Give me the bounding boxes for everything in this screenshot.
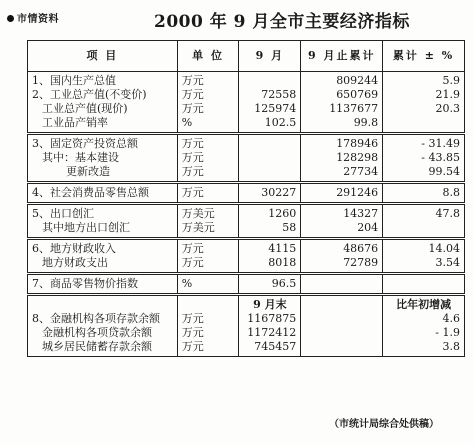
table-row (28, 256, 465, 274)
indicator-group (28, 204, 465, 239)
indicator-group (28, 134, 465, 183)
row-unit: 万元 (177, 326, 239, 340)
row-cumulative (301, 274, 383, 295)
row-unit: 万元 (177, 239, 239, 257)
row-item: 更新改造 (28, 165, 178, 183)
row-change (383, 274, 465, 295)
column-header-change: 累计 ± % (383, 41, 465, 72)
table-row (28, 274, 465, 295)
table-row (28, 88, 465, 102)
page-title: 2000 年 9 月全市主要经济指标 (154, 12, 410, 32)
row-cumulative: 650769 (301, 88, 383, 102)
row-item: 其中地方出口创汇 (28, 221, 178, 239)
row-cumulative: 48676 (301, 239, 383, 257)
row-item: 其中：基本建设 (28, 151, 178, 165)
row-month: 4115 (239, 239, 301, 257)
indicator-group (28, 183, 465, 204)
row-unit: 万元 (177, 165, 239, 183)
table-header-row (28, 41, 465, 72)
row-cumulative: 204 (301, 221, 383, 239)
row-unit: % (177, 274, 239, 295)
row-month (239, 134, 301, 152)
bullet-icon (7, 15, 14, 22)
row-cumulative (301, 340, 383, 357)
row-item: 工业总产值(现价) (28, 102, 178, 116)
row-item: 地方财政支出 (28, 256, 178, 274)
row-item: 6、地方财政收入 (28, 239, 178, 257)
row-cumulative: 178946 (301, 134, 383, 152)
section-tag (7, 10, 59, 25)
row-cumulative (301, 312, 383, 326)
row-month (239, 165, 301, 183)
row-item: 金融机构各项贷款余额 (28, 326, 178, 340)
row-change: 21.9 (383, 88, 465, 102)
table-row (28, 204, 465, 222)
row-unit: 万元 (177, 102, 239, 116)
row-change: 14.04 (383, 239, 465, 257)
table-row (28, 326, 465, 340)
section-tag-label: 市情资料 (17, 14, 59, 25)
row-change: 3.54 (383, 256, 465, 274)
row-change (383, 221, 465, 239)
source-note: （市统计局综合处供稿） (329, 419, 439, 430)
row-month: 72558 (239, 88, 301, 102)
row-month: 102.5 (239, 116, 301, 134)
blank (28, 295, 178, 313)
table-row (28, 340, 465, 357)
row-item: 7、商品零售物价指数 (28, 274, 178, 295)
blank (177, 295, 239, 313)
row-change: 3.8 (383, 340, 465, 357)
row-unit: 万美元 (177, 204, 239, 222)
column-header-month: 9 月 (239, 41, 301, 72)
indicator-group (28, 274, 465, 295)
table-row (28, 221, 465, 239)
table-row (28, 183, 465, 204)
row-item: 8、金融机构各项存款余额 (28, 312, 178, 326)
row-change (383, 116, 465, 134)
row-month: 1167875 (239, 312, 301, 326)
finance-subheader-row (28, 295, 465, 313)
row-cumulative: 27734 (301, 165, 383, 183)
table-row (28, 102, 465, 116)
row-cumulative: 809244 (301, 72, 383, 89)
row-change: 4.6 (383, 312, 465, 326)
row-item: 3、固定资产投资总额 (28, 134, 178, 152)
table-row (28, 151, 465, 165)
row-month (239, 72, 301, 89)
row-month: 125974 (239, 102, 301, 116)
row-unit: 万元 (177, 183, 239, 204)
row-item: 5、出口创汇 (28, 204, 178, 222)
indicator-group (28, 72, 465, 134)
row-month: 30227 (239, 183, 301, 204)
row-unit: 万元 (177, 151, 239, 165)
row-unit: 万元 (177, 312, 239, 326)
indicator-group (28, 239, 465, 274)
row-cumulative (301, 326, 383, 340)
finance-group (28, 295, 465, 357)
row-item: 2、工业总产值(不变价) (28, 88, 178, 102)
row-cumulative: 291246 (301, 183, 383, 204)
row-unit: 万元 (177, 134, 239, 152)
row-change: - 43.85 (383, 151, 465, 165)
economic-indicators-table (27, 40, 465, 357)
row-unit: 万元 (177, 88, 239, 102)
row-item: 工业品产销率 (28, 116, 178, 134)
row-month (239, 151, 301, 165)
row-unit: 万元 (177, 256, 239, 274)
column-header-item: 项 目 (28, 41, 178, 72)
table-row (28, 239, 465, 257)
row-month: 1260 (239, 204, 301, 222)
table-row (28, 134, 465, 152)
row-cumulative: 72789 (301, 256, 383, 274)
subheader-change: 比年初增减 (383, 295, 465, 313)
row-change: 20.3 (383, 102, 465, 116)
row-change: - 31.49 (383, 134, 465, 152)
subheader-month: 9 月末 (239, 295, 301, 313)
blank (301, 295, 383, 313)
row-change: 8.8 (383, 183, 465, 204)
row-change: 47.8 (383, 204, 465, 222)
column-header-unit: 单 位 (177, 41, 239, 72)
column-header-cumulative: 9 月止累计 (301, 41, 383, 72)
row-unit: 万元 (177, 340, 239, 357)
row-change: - 1.9 (383, 326, 465, 340)
row-cumulative: 14327 (301, 204, 383, 222)
row-unit: 万元 (177, 72, 239, 89)
table-row (28, 72, 465, 89)
row-cumulative: 1137677 (301, 102, 383, 116)
row-month: 745457 (239, 340, 301, 357)
row-cumulative: 99.8 (301, 116, 383, 134)
row-change: 5.9 (383, 72, 465, 89)
row-item: 1、国内生产总值 (28, 72, 178, 89)
row-item: 4、社会消费品零售总额 (28, 183, 178, 204)
row-cumulative: 128298 (301, 151, 383, 165)
row-month: 96.5 (239, 274, 301, 295)
row-month: 58 (239, 221, 301, 239)
row-month: 8018 (239, 256, 301, 274)
row-item: 城乡居民储蓄存款余额 (28, 340, 178, 357)
row-unit: 万美元 (177, 221, 239, 239)
table-row (28, 165, 465, 183)
row-unit: % (177, 116, 239, 134)
row-change: 99.54 (383, 165, 465, 183)
table-row (28, 116, 465, 134)
row-month: 1172412 (239, 326, 301, 340)
table-row (28, 312, 465, 326)
